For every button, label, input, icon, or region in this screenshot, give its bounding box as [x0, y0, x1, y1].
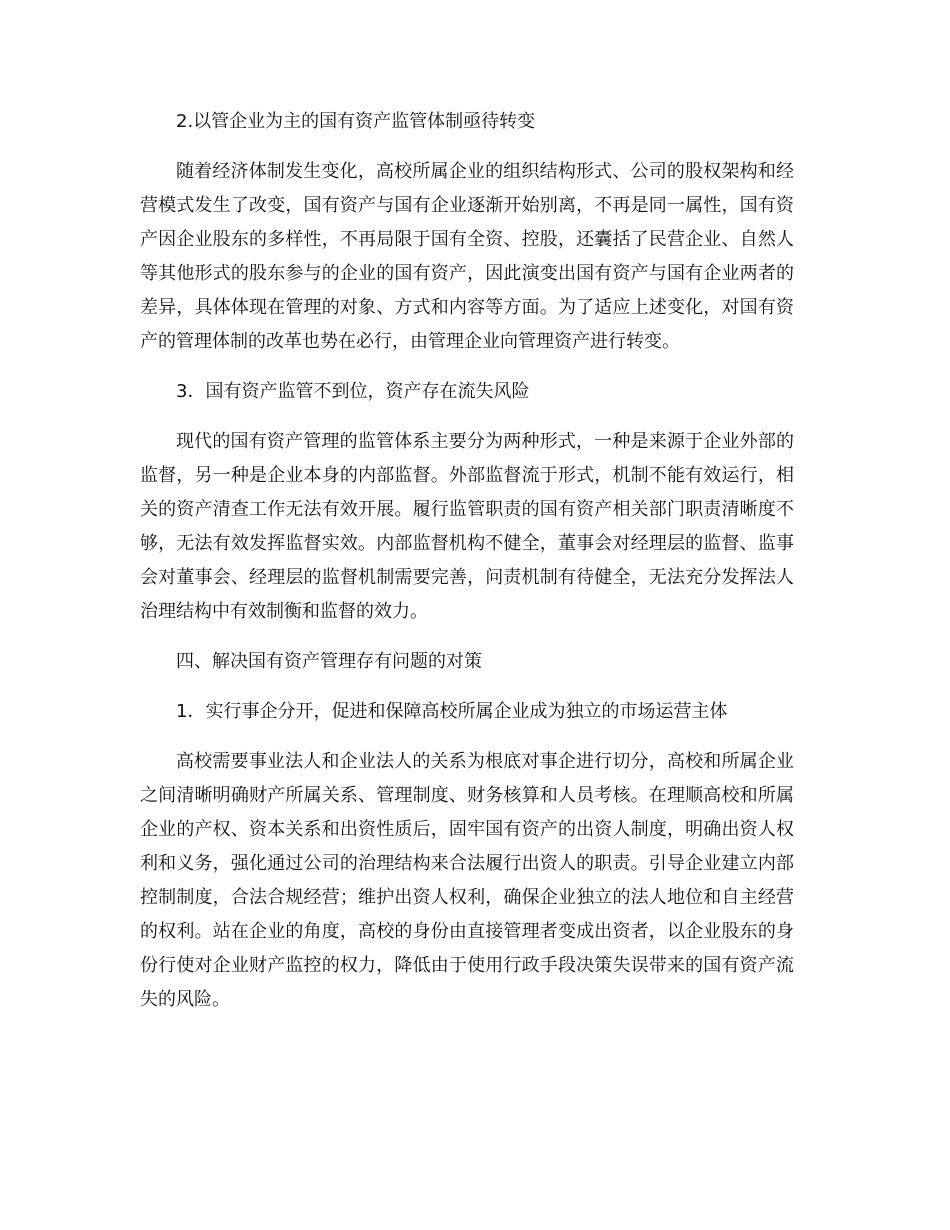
subsection-heading-2: 2.以管企业为主的国有资产监管体制亟待转变 [176, 111, 536, 132]
paragraph-4-1: 高校需要事业法人和企业法人的关系为根底对事企进行切分，高校和所属企业之间清晰明确财产所属关系、管理制度、财务核算和人员考核。在理顺高校和所属企业的产权、资本关系和出资性质后，固牢国有资产的出资人制度，明确出资人权利和义务，强化通过公司的治理结构来合法履行出资人的职责。引导企业建立内部控制制度，合法合规经营；维护出资人权利，确保企业独立的法人地位和自主经营的权利。站在企业的角度，高校的身份由直接管理者变成出资者，以企业股东的身份行使对企业财产监控的权力，降低由于使用行政手段决策失误带来的国有资产流失的风险。 [140, 751, 794, 1010]
paragraph-2: 随着经济体制发生变化，高校所属企业的组织结构形式、公司的股权架构和经营模式发生了改变，国有资产与国有企业逐渐开始别离，不再是同一属性，国有资产因企业股东的多样性，不再局限于国有全资、控股，还囊括了民营企业、自然人等其他形式的股东参与的企业的国有资产，因此演变出国有资产与国有企业两者的差异，具体体现在管理的对象、方式和内容等方面。为了适应上述变化，对国有资产的管理体制的改革也势在必行，由管理企业向管理资产进行转变。 [140, 161, 794, 352]
paragraph-3: 现代的国有资产管理的监管体系主要分为两种形式，一种是来源于企业外部的监督，另一种是企业本身的内部监督。外部监督流于形式，机制不能有效运行，相关的资产清查工作无法有效开展。履行监管职责的国有资产相关部门职责清晰度不够，无法有效发挥监督实效。内部监督机构不健全，董事会对经理层的监督、监事会对董事会、经理层的监督机制需要完善，问责机制有待健全，无法充分发挥法人治理结构中有效制衡和监督的效力。 [140, 431, 794, 622]
section-heading-4: 四、解决国有资产管理存有问题的对策 [176, 651, 482, 672]
subsection-heading-4-1: 1．实行事企分开，促进和保障高校所属企业成为独立的市场运营主体 [176, 701, 728, 722]
document-body [140, 105, 794, 1033]
subsection-heading-3: 3．国有资产监管不到位，资产存在流失风险 [176, 381, 530, 402]
